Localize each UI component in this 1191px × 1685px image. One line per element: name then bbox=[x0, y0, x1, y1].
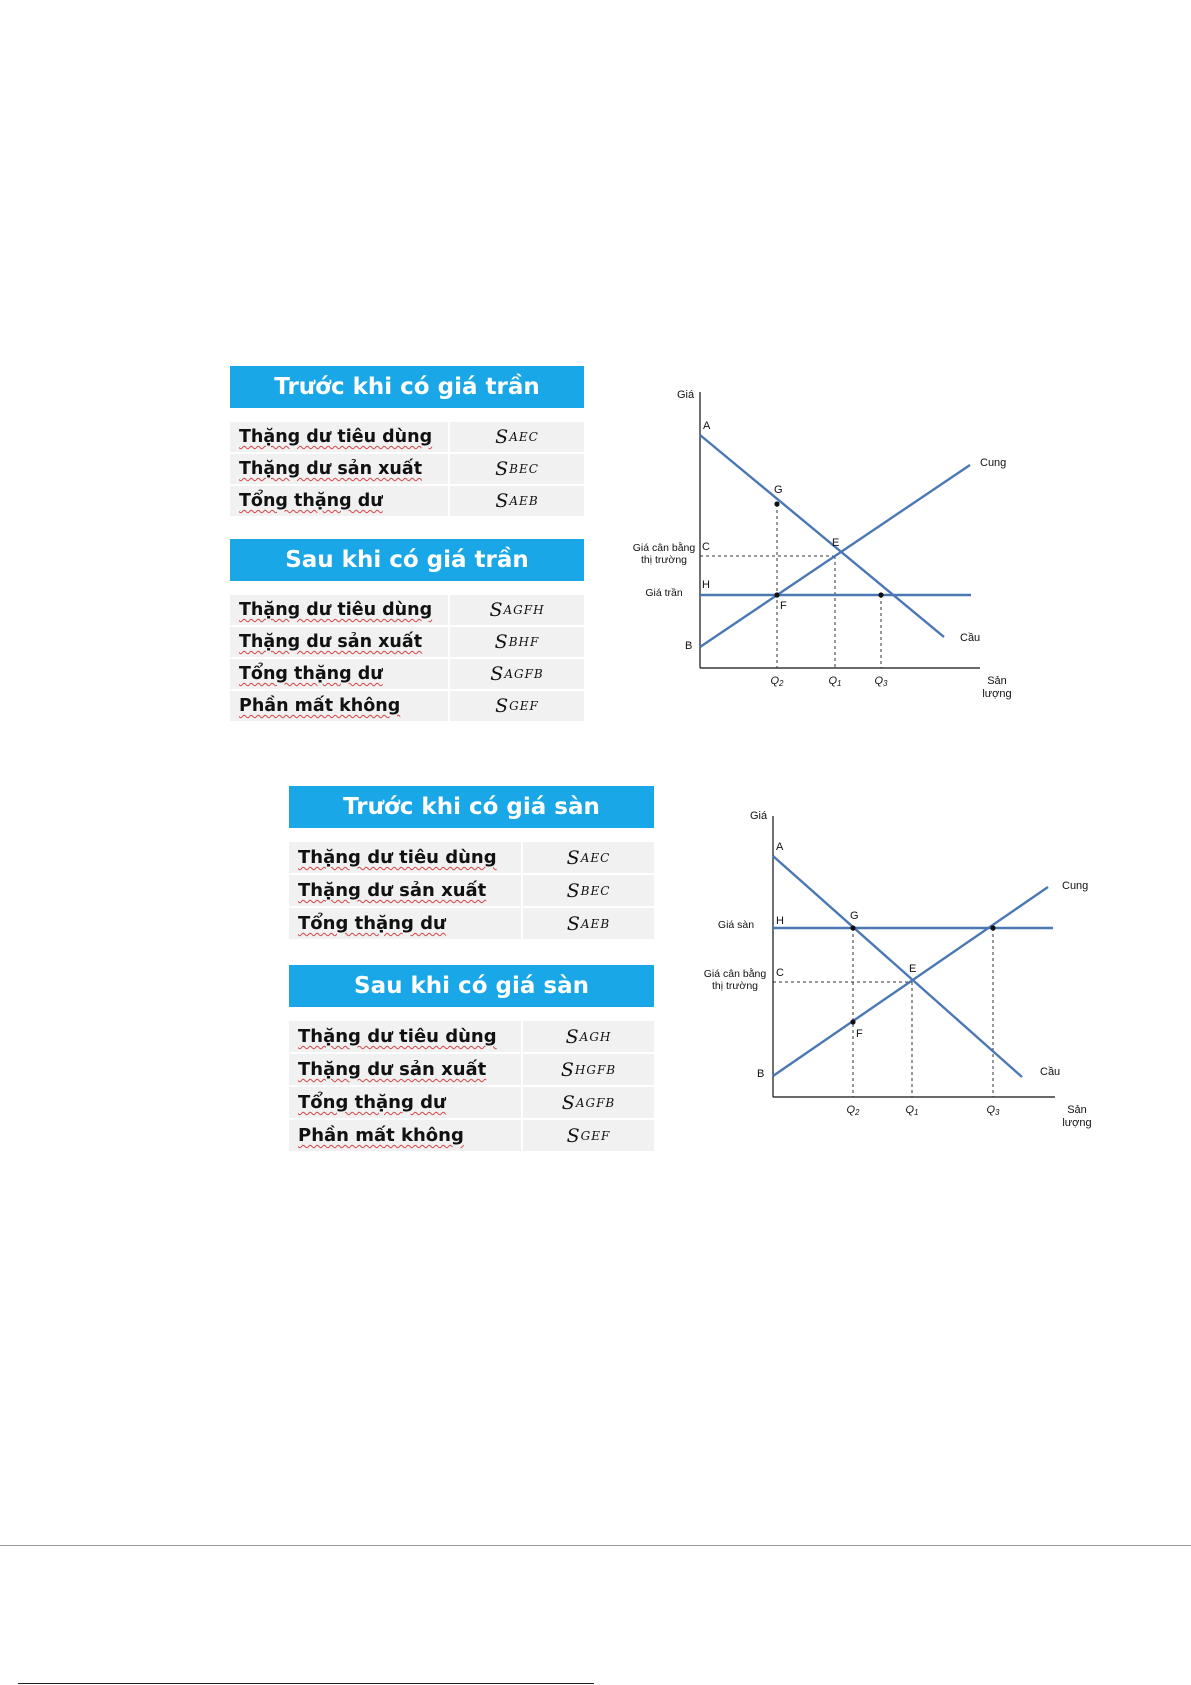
footer-divider bbox=[0, 1545, 1191, 1546]
row-value: S AEB bbox=[521, 908, 654, 939]
eq-price-label-2: thị trường bbox=[711, 980, 759, 992]
control-price-label: Giá trần bbox=[645, 587, 683, 599]
table-row bbox=[230, 486, 584, 518]
row-value: S GEF bbox=[448, 691, 584, 721]
label-f: F bbox=[856, 1028, 863, 1040]
point-f bbox=[850, 1019, 855, 1024]
label-a: A bbox=[776, 841, 784, 853]
row-label: Thặng dư tiêu dùng bbox=[239, 427, 433, 447]
label-f: F bbox=[780, 600, 787, 612]
row-label: Phần mất không bbox=[239, 696, 401, 716]
label-h: H bbox=[776, 915, 784, 927]
row-value: S AEC bbox=[448, 422, 584, 452]
q2-label: Q2 bbox=[846, 1104, 860, 1117]
row-value: S AGH bbox=[521, 1021, 654, 1052]
row-label: Tổng thặng dư bbox=[298, 1092, 446, 1113]
point-f bbox=[774, 592, 779, 597]
table-row bbox=[289, 875, 654, 908]
point-g bbox=[774, 501, 779, 506]
row-value: S HGFB bbox=[521, 1054, 654, 1085]
q2-label: Q2 bbox=[770, 675, 784, 688]
label-a: A bbox=[703, 420, 711, 432]
demand-label: Cầu bbox=[960, 632, 981, 644]
eq-price-label-2: thị trường bbox=[640, 554, 688, 566]
table-header: Trước khi có giá sàn bbox=[289, 786, 654, 828]
table-row bbox=[230, 627, 584, 659]
demand-label: Cầu bbox=[1040, 1066, 1061, 1078]
row-label: Tổng thặng dư bbox=[239, 664, 383, 684]
table-header: Sau khi có giá sàn bbox=[289, 965, 654, 1007]
row-label: Thặng dư sản xuất bbox=[239, 459, 423, 479]
table-row bbox=[289, 1021, 654, 1054]
x-axis-label-1: Sản bbox=[1067, 1104, 1087, 1116]
label-e: E bbox=[909, 963, 917, 975]
row-label: Thặng dư sản xuất bbox=[298, 1059, 487, 1080]
table-row bbox=[289, 1120, 654, 1153]
floor-before-table bbox=[289, 786, 654, 941]
row-label: Thặng dư sản xuất bbox=[298, 880, 487, 901]
q3-label: Q3 bbox=[986, 1104, 1000, 1117]
row-value: S BEC bbox=[521, 875, 654, 906]
floor-chart bbox=[690, 800, 1110, 1140]
label-b: B bbox=[757, 1068, 765, 1080]
x-axis-label-2: lượng bbox=[982, 688, 1012, 700]
floor-after-table bbox=[289, 965, 654, 1153]
row-value: S AEC bbox=[521, 842, 654, 873]
table-row bbox=[289, 1054, 654, 1087]
q3-label: Q3 bbox=[874, 675, 888, 688]
table-row bbox=[289, 1087, 654, 1120]
row-value: S AEB bbox=[448, 486, 584, 516]
label-b: B bbox=[685, 640, 693, 652]
ceiling-before-table bbox=[230, 366, 584, 518]
label-g: G bbox=[774, 484, 783, 496]
row-label: Thặng dư tiêu dùng bbox=[298, 847, 497, 868]
supply-label: Cung bbox=[1062, 880, 1089, 892]
point-g bbox=[850, 925, 855, 930]
row-value: S BEC bbox=[448, 454, 584, 484]
table-header: Sau khi có giá trần bbox=[230, 539, 584, 581]
q1-label: Q1 bbox=[905, 1104, 919, 1117]
row-value: S AGFB bbox=[521, 1087, 654, 1118]
label-e: E bbox=[832, 537, 840, 549]
y-axis-label: Giá bbox=[677, 389, 695, 401]
label-c: C bbox=[776, 967, 784, 979]
footnote-rule bbox=[18, 1683, 594, 1684]
x-axis-label-2: lượng bbox=[1062, 1117, 1092, 1129]
label-h: H bbox=[702, 579, 710, 591]
table-row bbox=[230, 659, 584, 691]
row-label: Thặng dư sản xuất bbox=[239, 632, 423, 652]
label-g: G bbox=[850, 910, 859, 922]
demand-curve bbox=[773, 856, 1022, 1077]
control-price-label: Giá sàn bbox=[717, 919, 755, 931]
x-axis-label-1: Sản bbox=[987, 675, 1007, 687]
row-value: S BHF bbox=[448, 627, 584, 657]
ceiling-after-table bbox=[230, 539, 584, 723]
row-label: Tổng thặng dư bbox=[239, 491, 383, 511]
table-header: Trước khi có giá trần bbox=[230, 366, 584, 408]
eq-price-label-1: Giá cân bằng bbox=[632, 542, 696, 554]
row-value: S AGFB bbox=[448, 659, 584, 689]
point-q3-supply bbox=[990, 925, 995, 930]
row-label: Tổng thặng dư bbox=[298, 913, 446, 934]
table-row bbox=[230, 691, 584, 723]
table-row bbox=[289, 908, 654, 941]
eq-price-label-1: Giá cân bằng bbox=[703, 968, 767, 980]
demand-curve bbox=[700, 435, 944, 637]
ceiling-chart bbox=[620, 380, 1040, 710]
table-row bbox=[230, 595, 584, 627]
row-label: Thặng dư tiêu dùng bbox=[239, 600, 433, 620]
table-row bbox=[230, 422, 584, 454]
row-label: Phần mất không bbox=[298, 1125, 464, 1146]
row-value: S GEF bbox=[521, 1120, 654, 1151]
point-q3-demand bbox=[878, 592, 883, 597]
row-label: Thặng dư tiêu dùng bbox=[298, 1026, 497, 1047]
supply-label: Cung bbox=[980, 457, 1007, 469]
row-value: S AGFH bbox=[448, 595, 584, 625]
table-row bbox=[230, 454, 584, 486]
y-axis-label: Giá bbox=[750, 810, 768, 822]
q1-label: Q1 bbox=[828, 675, 842, 688]
label-c: C bbox=[702, 541, 710, 553]
table-row bbox=[289, 842, 654, 875]
supply-curve bbox=[700, 465, 970, 647]
supply-curve bbox=[773, 887, 1048, 1076]
